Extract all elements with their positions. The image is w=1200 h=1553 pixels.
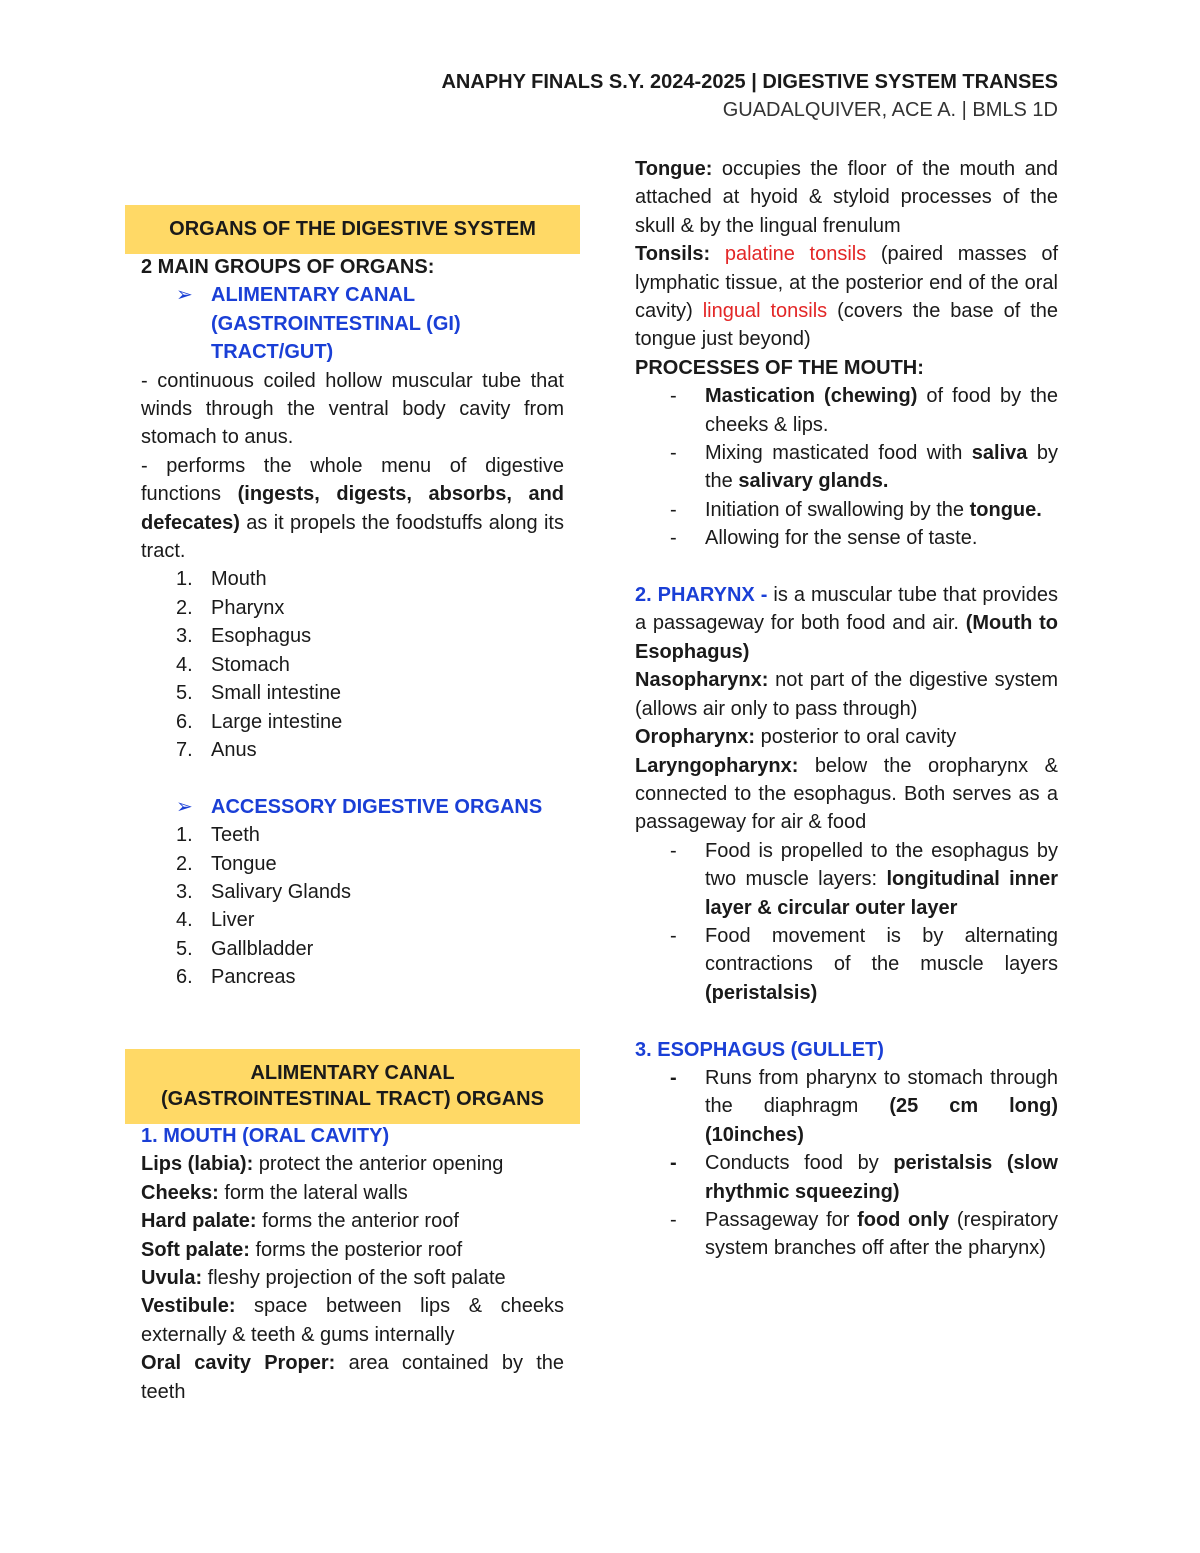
esophagus-list xyxy=(635,1064,1058,1263)
list-item: - Initiation of swallowing by the tongue. xyxy=(670,498,1042,521)
list-item: - Mastication (chewing) of food by the cheeks & lips. xyxy=(670,385,1058,436)
term-soft-palate: Soft palate: forms the posterior roof xyxy=(141,1238,463,1261)
processes-heading: PROCESSES OF THE MOUTH: xyxy=(635,356,924,379)
list-item: 2. Tongue xyxy=(176,852,277,875)
pharynx-paragraph: 2. PHARYNX - is a muscular tube that provides a passageway for both food and air. (Mouth to Esophagus) xyxy=(635,584,1058,663)
list-item: 6. Pancreas xyxy=(176,966,296,989)
list-item: 5. Small intestine xyxy=(176,682,342,705)
esophagus-heading: 3. ESOPHAGUS (GULLET) xyxy=(635,1038,884,1061)
alimentary-organs-banner: ALIMENTARY CANAL (GASTROINTESTINAL TRACT) ORGANS xyxy=(125,1049,580,1124)
list-item: 3. Salivary Glands xyxy=(176,880,352,903)
list-item: 3. Esophagus xyxy=(176,625,312,648)
processes-list xyxy=(635,382,1058,552)
term-nasopharynx: Nasopharynx: not part of the digestive system (allows air only to pass through) xyxy=(635,669,1058,720)
list-item: 4. Stomach xyxy=(176,653,290,676)
alimentary-desc-2: - performs the whole menu of digestive functions (ingests, digests, absorbs, and defecates) as it propels the foodstuffs along its tract. xyxy=(141,454,564,563)
arrow-bullet-icon: ➢ xyxy=(176,284,193,307)
list-item: - Passageway for food only (respiratory system branches off after the pharynx) xyxy=(670,1209,1058,1260)
list-item: - Food movement is by alternating contractions of the muscle layers (peristalsis) xyxy=(670,924,1058,1004)
term-tonsils: Tonsils: palatine tonsils (paired masses of lymphatic tissue, at the posterior end of the oral cavity) lingual tonsils (covers the base of the tongue just beyond) xyxy=(635,243,1058,351)
document-author: GUADALQUIVER, ACE A. | BMLS 1D xyxy=(722,99,1058,121)
arrow-bullet-icon: ➢ xyxy=(176,795,193,818)
list-item: - Conducts food by peristalsis (slow rhythmic squeezing) xyxy=(670,1152,1058,1203)
list-item: - Food is propelled to the esophagus by two muscle layers: longitudinal inner layer & circular outer layer xyxy=(670,839,1058,919)
term-oral-cavity-proper: Oral cavity Proper: area contained by the teeth xyxy=(141,1352,565,1403)
groups-heading: 2 MAIN GROUPS OF ORGANS: xyxy=(141,256,435,278)
mouth-heading: 1. MOUTH (ORAL CAVITY) xyxy=(141,1125,390,1147)
alimentary-desc-1: - continuous coiled hollow muscular tube that winds through the ventral body cavity from stomach to anus. xyxy=(141,369,564,449)
list-item: - Allowing for the sense of taste. xyxy=(670,527,978,550)
list-item: 1. Mouth xyxy=(176,568,267,591)
list-item: - Mixing masticated food with saliva by the salivary glands. xyxy=(670,442,1058,493)
alimentary-canal-heading: ➢ ALIMENTARY CANAL (GASTROINTESTINAL (GI) TRACT/GUT) xyxy=(141,281,564,366)
document-title: ANAPHY FINALS S.Y. 2024-2025 | DIGESTIVE SYSTEM TRANSES xyxy=(441,71,1058,93)
pharynx-heading: 2. PHARYNX - xyxy=(635,584,768,607)
term-oropharynx: Oropharynx: posterior to oral cavity xyxy=(635,726,957,749)
list-item: 4. Liver xyxy=(176,909,255,932)
term-laryngopharynx: Laryngopharynx: below the oropharynx & connected to the esophagus. Both serves as a passageway for air & food xyxy=(635,754,1058,834)
page-header xyxy=(441,68,1058,124)
list-item: 5. Gallbladder xyxy=(176,937,314,960)
right-column xyxy=(635,155,1058,1263)
list-item: 2. Pharynx xyxy=(176,596,285,619)
term-uvula: Uvula: fleshy projection of the soft palate xyxy=(141,1267,506,1290)
term-vestibule: Vestibule: space between lips & cheeks externally & teeth & gums internally xyxy=(141,1295,564,1346)
accessory-organ-list xyxy=(141,821,564,991)
list-item: 7. Anus xyxy=(176,738,257,761)
term-hard-palate: Hard palate: forms the anterior roof xyxy=(141,1210,459,1233)
term-tongue: Tongue: occupies the floor of the mouth and attached at hyoid & styloid processes of the skull & by the lingual frenulum xyxy=(635,158,1058,237)
list-item: - Runs from pharynx to stomach through the diaphragm (25 cm long) (10inches) xyxy=(670,1066,1058,1146)
organs-banner: ORGANS OF THE DIGESTIVE SYSTEM xyxy=(125,205,580,254)
alimentary-organ-list xyxy=(141,565,564,764)
list-item: 1. Teeth xyxy=(176,824,260,847)
pharynx-list xyxy=(635,837,1058,1007)
list-item: 6. Large intestine xyxy=(176,710,343,733)
accessory-organs-heading: ➢ ACCESSORY DIGESTIVE ORGANS xyxy=(141,793,564,821)
term-lips: Lips (labia): protect the anterior opening xyxy=(141,1153,504,1176)
term-cheeks: Cheeks: form the lateral walls xyxy=(141,1181,408,1204)
